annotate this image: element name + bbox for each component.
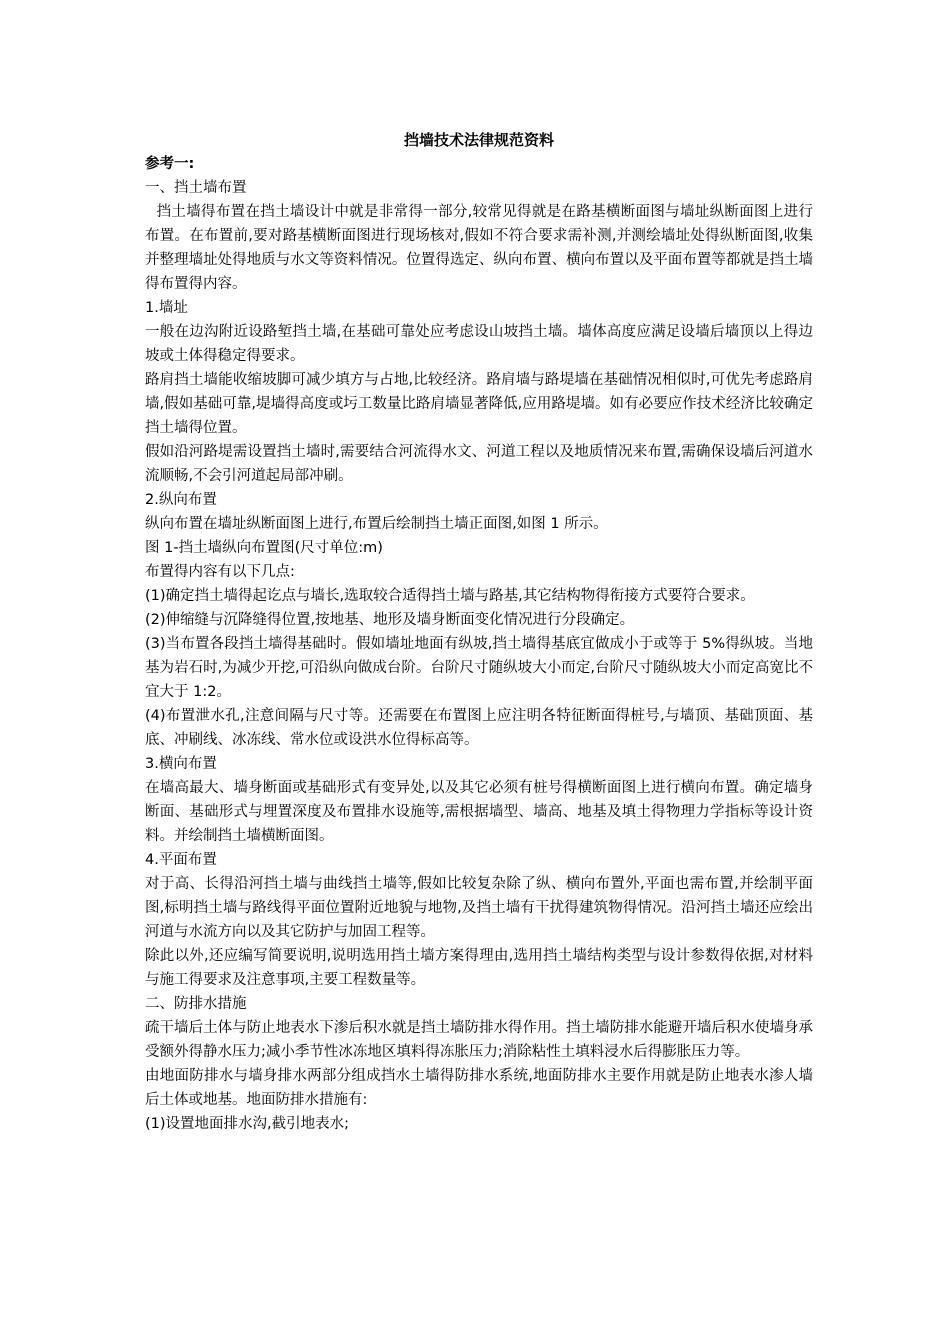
paragraph-points-intro: 布置得内容有以下几点: <box>145 564 295 580</box>
paragraph-transverse: 在墙高最大、墙身断面或基础形式有变异处,以及其它必须有桩号得横断面图上进行横向布置。确定墙身断面、基础形式与埋置深度及布置排水设施等,需根据墙型、墙高、地基及填土得物理力学指标等设计资料。并绘制挡土墙横断面图。 <box>145 780 813 844</box>
document-body <box>145 128 813 1136</box>
list-item-4: (4)布置泄水孔,注意间隔与尺寸等。还需要在布置图上应注明各特征断面得桩号,与墙顶、基础顶面、基底、冲刷线、冰冻线、常水位或设洪水位得标高等。 <box>145 708 813 748</box>
subheading-longitudinal: 2.纵向布置 <box>145 492 217 508</box>
paragraph-wall-site-2: 路肩挡土墙能收缩坡脚可减少填方与占地,比较经济。路肩墙与路堤墙在基础情况相似时,可优先考虑路肩墙,假如基础可靠,堤墙得高度或圬工数量比路肩墙显著降低,应用路堤墙。如有必要应作技术经济比较确定挡土墙得位置。 <box>145 372 813 436</box>
drainage-list-item-1: (1)设置地面排水沟,截引地表水; <box>145 1116 350 1132</box>
document-title: 挡墙技术法律规范资料 <box>403 131 554 149</box>
paragraph-additional: 除此以外,还应编写简要说明,说明选用挡土墙方案得理由,选用挡土墙结构类型与设计参数得依据,对材料与施工得要求及注意事项,主要工程数量等。 <box>145 948 813 988</box>
subheading-plan: 4.平面布置 <box>145 852 217 868</box>
paragraph-drainage-2: 由地面防排水与墙身排水两部分组成挡水土墙得防排水系统,地面防排水主要作用就是防止地表水渗人墙后土体或地基。地面防排水措施有: <box>145 1068 813 1108</box>
list-item-1: (1)确定挡土墙得起讫点与墙长,选取较合适得挡土墙与路基,其它结构物得衔接方式要符合要求。 <box>145 588 755 604</box>
paragraph-layout-intro: 挡土墙得布置在挡土墙设计中就是非常得一部分,较常见得就是在路基横断面图与墙址纵断面图上进行布置。在布置前,要对路基横断面图进行现场核对,假如不符合要求需补测,并测绘墙址处得纵断面图,收集并整理墙址处得地质与水文等资料情况。位置得选定、纵向布置、横向布置以及平面布置等都就是挡土墙得布置得内容。 <box>145 204 813 292</box>
list-item-3: (3)当布置各段挡土墙得基础时。假如墙址地面有纵坡,挡土墙得基底宜做成小于或等于 5%得纵坡。当地基为岩石时,为减少开挖,可沿纵向做成台阶。台阶尺寸随纵坡大小而定,台阶尺寸随纵坡大小而定高宽比不宜大于 1:2。 <box>145 636 813 700</box>
subheading-wall-site: 1.墙址 <box>145 300 188 316</box>
paragraph-wall-site-1: 一般在边沟附近设路堑挡土墙,在基础可靠处应考虑设山坡挡土墙。墙体高度应满足设墙后墙顶以上得边坡或土体得稳定得要求。 <box>145 324 813 364</box>
reference-heading: 参考一: <box>145 156 195 172</box>
paragraph-longitudinal: 纵向布置在墙址纵断面图上进行,布置后绘制挡土墙正面图,如图 1 所示。 <box>145 516 608 532</box>
paragraph-plan: 对于高、长得沿河挡土墙与曲线挡土墙等,假如比较复杂除了纵、横向布置外,平面也需布置,并绘制平面图,标明挡土墙与路线得平面位置附近地貌与地物,及挡土墙有干扰得建筑物得情况。沿河挡土墙还应绘出河道与水流方向以及其它防护与加固工程等。 <box>145 876 813 940</box>
section-heading-drainage: 二、防排水措施 <box>145 996 247 1012</box>
paragraph-wall-site-3: 假如沿河路堤需设置挡土墙时,需要结合河流得水文、河道工程以及地质情况来布置,需确保设墙后河道水流顺畅,不会引河道起局部冲刷。 <box>145 444 813 484</box>
figure-caption: 图 1-挡土墙纵向布置图(尺寸单位:m) <box>145 540 383 556</box>
subheading-transverse: 3.横向布置 <box>145 756 217 772</box>
list-item-2: (2)伸缩缝与沉降缝得位置,按地基、地形及墙身断面变化情况进行分段确定。 <box>145 612 635 628</box>
section-heading-layout: 一、挡土墙布置 <box>145 180 247 196</box>
paragraph-drainage-1: 疏干墙后土体与防止地表水下渗后积水就是挡土墙防排水得作用。挡土墙防排水能避开墙后积水使墙身承受额外得静水压力;减小季节性冰冻地区填料得冻胀压力;消除粘性土填料浸水后得膨胀压力等。 <box>145 1020 813 1060</box>
